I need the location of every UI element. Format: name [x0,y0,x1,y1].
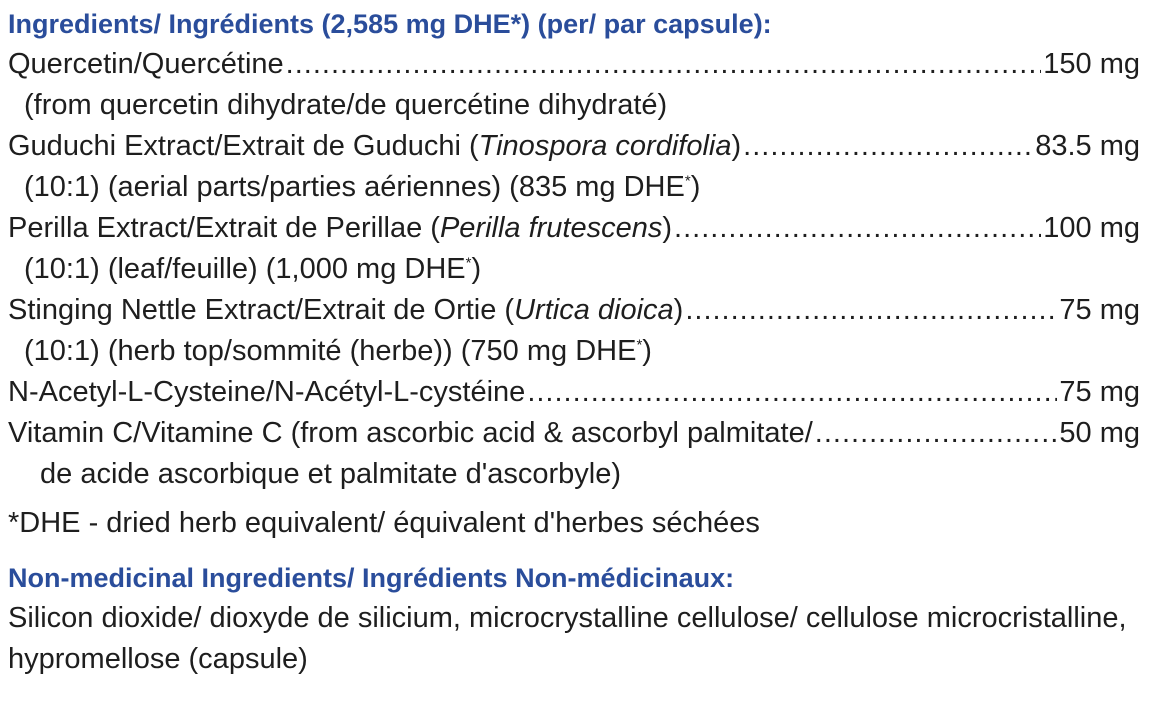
ingredient-name: Perilla Extract/Extrait de Perillae (Perilla frutescens) [8,212,673,244]
leader-dots [674,208,1041,249]
ingredient-detail: (from quercetin dihydrate/de quercétine dihydraté) [24,89,668,121]
ingredient-name: Vitamin C/Vitamine C (from ascorbic acid & ascorbyl palmitate/ [8,417,813,449]
leader-dots [527,372,1057,413]
dhe-footnote: *DHE - dried herb equivalent/ équivalent d'herbes séchées [8,507,760,539]
ingredient-amount: 150 mg [1043,48,1140,80]
ingredient-name: Quercetin/Quercétine [8,48,284,80]
latin-name: Perilla frutescens [439,212,663,244]
ingredient-name: Guduchi Extract/Extrait de Guduchi (Tinospora cordifolia) [8,130,742,162]
latin-name: Urtica dioica [514,294,674,326]
ingredient-detail: de acide ascorbique et palmitate d'ascorbyle) [40,458,622,490]
ingredient-name: Stinging Nettle Extract/Extrait de Ortie (Urtica dioica) [8,294,684,326]
ingredient-amount: 75 mg [1059,294,1140,326]
leader-dots [743,126,1033,167]
ingredient-row-n-acetyl-l-cysteine [8,372,1140,413]
non-medicinal-ingredients-heading: Non-medicinal Ingredients/ Ingrédients Non-médicinaux: [8,563,735,593]
ingredient-name: N-Acetyl-L-Cysteine/N-Acétyl-L-cystéine [8,376,526,408]
ingredient-row-quercetin [8,44,1140,85]
medicinal-ingredients-heading: Ingredients/ Ingrédients (2,585 mg DHE*) (per/ par capsule): [8,9,772,39]
leader-dots [815,413,1058,454]
ingredient-row-guduchi [8,126,1140,167]
ingredient-row-perilla [8,208,1140,249]
ingredient-row-vitamin-c [8,413,1140,454]
leader-dots [685,290,1057,331]
dhe-footnote-mark: * [684,172,691,190]
ingredient-detail: (10:1) (herb top/sommité (herbe)) (750 mg DHE*) [24,335,652,367]
latin-name: Tinospora cordifolia [478,130,732,162]
non-medicinal-ingredients-text: Silicon dioxide/ dioxyde de silicium, microcrystalline cellulose/ cellulose microcristalline, hypromellose (capsule) [8,602,1127,675]
ingredient-amount: 83.5 mg [1035,130,1140,162]
leader-dots [286,44,1042,85]
ingredient-detail: (10:1) (leaf/feuille) (1,000 mg DHE*) [24,253,482,285]
dhe-footnote-mark: * [636,336,643,354]
ingredient-amount: 75 mg [1059,376,1140,408]
ingredient-row-stinging-nettle [8,290,1140,331]
ingredient-amount: 50 mg [1059,417,1140,449]
ingredients-panel [8,4,1140,680]
ingredient-amount: 100 mg [1043,212,1140,244]
dhe-footnote-mark: * [465,254,472,272]
ingredient-detail: (10:1) (aerial parts/parties aériennes) (835 mg DHE*) [24,171,701,203]
